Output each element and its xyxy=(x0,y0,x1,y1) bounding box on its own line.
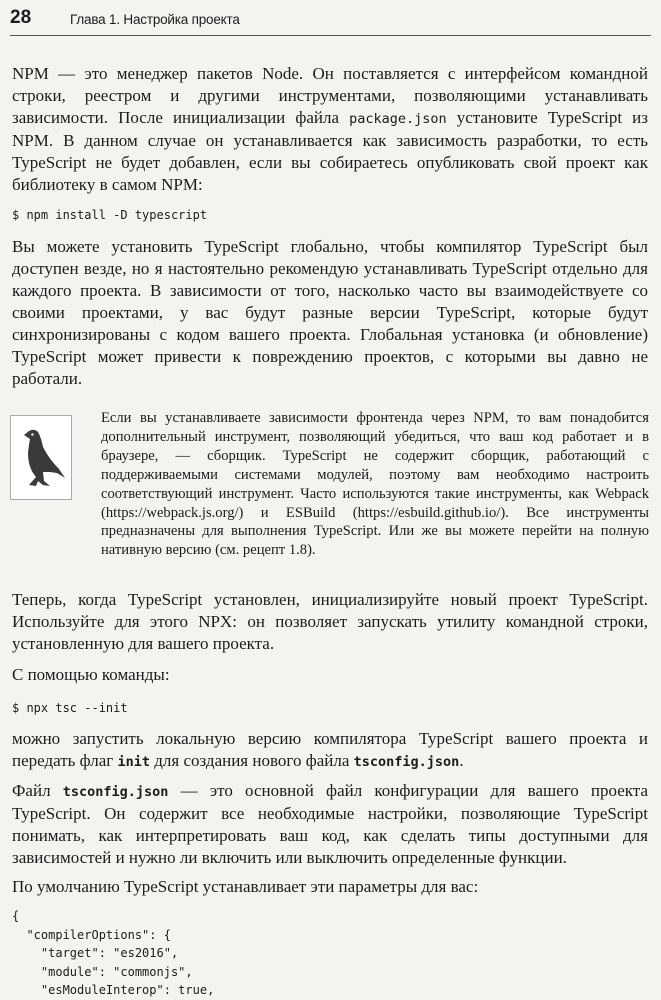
code-line: "target": "es2016", xyxy=(12,946,179,960)
paragraph-with-command: С помощью команды: xyxy=(12,665,170,684)
inline-code-tsconfig: tsconfig.json xyxy=(353,754,460,770)
code-block-tsconfig xyxy=(12,907,214,1000)
command-npm-install: $ npm install -D typescript xyxy=(12,208,208,222)
raven-icon xyxy=(10,415,72,500)
page-number: 28 xyxy=(10,7,32,28)
paragraph-npm-intro: NPM — это менеджер пакетов Node. Он поставляется с интерфейсом командной строки, реестром и другими инструментами, позволяющими устанавливать зависимости. После инициализации файла package.json установите TypeScript из NPM. В данном случае он устанавливается как зависимость разработки, то есть TypeScript не будет добавлен, если вы собираетесь опубликовать свой проект как библиотеку в самом NPM: xyxy=(12,64,648,194)
code-line: "compilerOptions": { xyxy=(12,927,171,942)
chapter-title: Глава 1. Настройка проекта xyxy=(70,12,240,27)
code-line: "esModuleInterop": true, xyxy=(12,983,215,997)
inline-code-tsconfig-file: tsconfig.json xyxy=(62,784,169,800)
paragraph-global-install: Вы можете установить TypeScript глобально, чтобы компилятор TypeScript был доступен везде, но я настоятельно рекомендую устанавливать TypeScript отдельно для каждого проекта. В зависимости от того, насколько часто вы взаимодействуете со своими проектами, у вас будут разные версии TypeScript, которые будут синхронизированы с кодом вашего проекта. Глобальная установка (и обновление) TypeScript может привести к повреждению проектов, с которыми вы давно не работали. xyxy=(12,237,648,388)
paragraph-tsconfig-description: Файл tsconfig.json — это основной файл конфигурации для вашего проекта TypeScript. Он содержит все необходимые настройки, позволяющие TypeScript понимать, как интерпретировать ваш код, как сделать типы доступными для зависимостей и нужно ли включить или выключить определенные функции. xyxy=(12,781,648,867)
command-npx-tsc-init: $ npx tsc --init xyxy=(12,701,128,715)
inline-code-init-flag: init xyxy=(117,754,151,770)
running-header xyxy=(10,5,651,36)
code-line: "module": "commonjs", xyxy=(12,964,193,979)
inline-code-package-json: package.json xyxy=(349,111,447,127)
paragraph-local-compiler: можно запустить локальную версию компилятора TypeScript вашего проекта и передать флаг init для создания нового файла tsconfig.json. xyxy=(12,729,648,770)
paragraph-npx-init: Теперь, когда TypeScript установлен, инициализируйте новый проект TypeScript. Используйте для этого NPX: он позволяет запускать утилиту командной строки, установленную для вашего проекта. xyxy=(12,590,648,653)
code-line: { xyxy=(12,909,20,923)
note-bundler: Если вы устанавливаете зависимости фронтенда через NPM, то вам понадобится дополнительный инструмент, позволяющий убедиться, что ваш код работает и в браузере, — сборщик. TypeScript не содержит сборщик, работающий с поддерживаемыми системами модулей, поэтому вам необходимо настроить соответствующий инструмент. Часто используются такие инструменты, как Webpack (https://webpack.js.org/) и ESBuild (https://esbuild.github.io/). Все инструменты предназначены для выполнения TypeScript. Или же вы можете перейти на полную нативную версию (см. рецепт 1.8). xyxy=(101,410,649,559)
paragraph-defaults: По умолчанию TypeScript устанавливает эти параметры для вас: xyxy=(12,877,479,896)
